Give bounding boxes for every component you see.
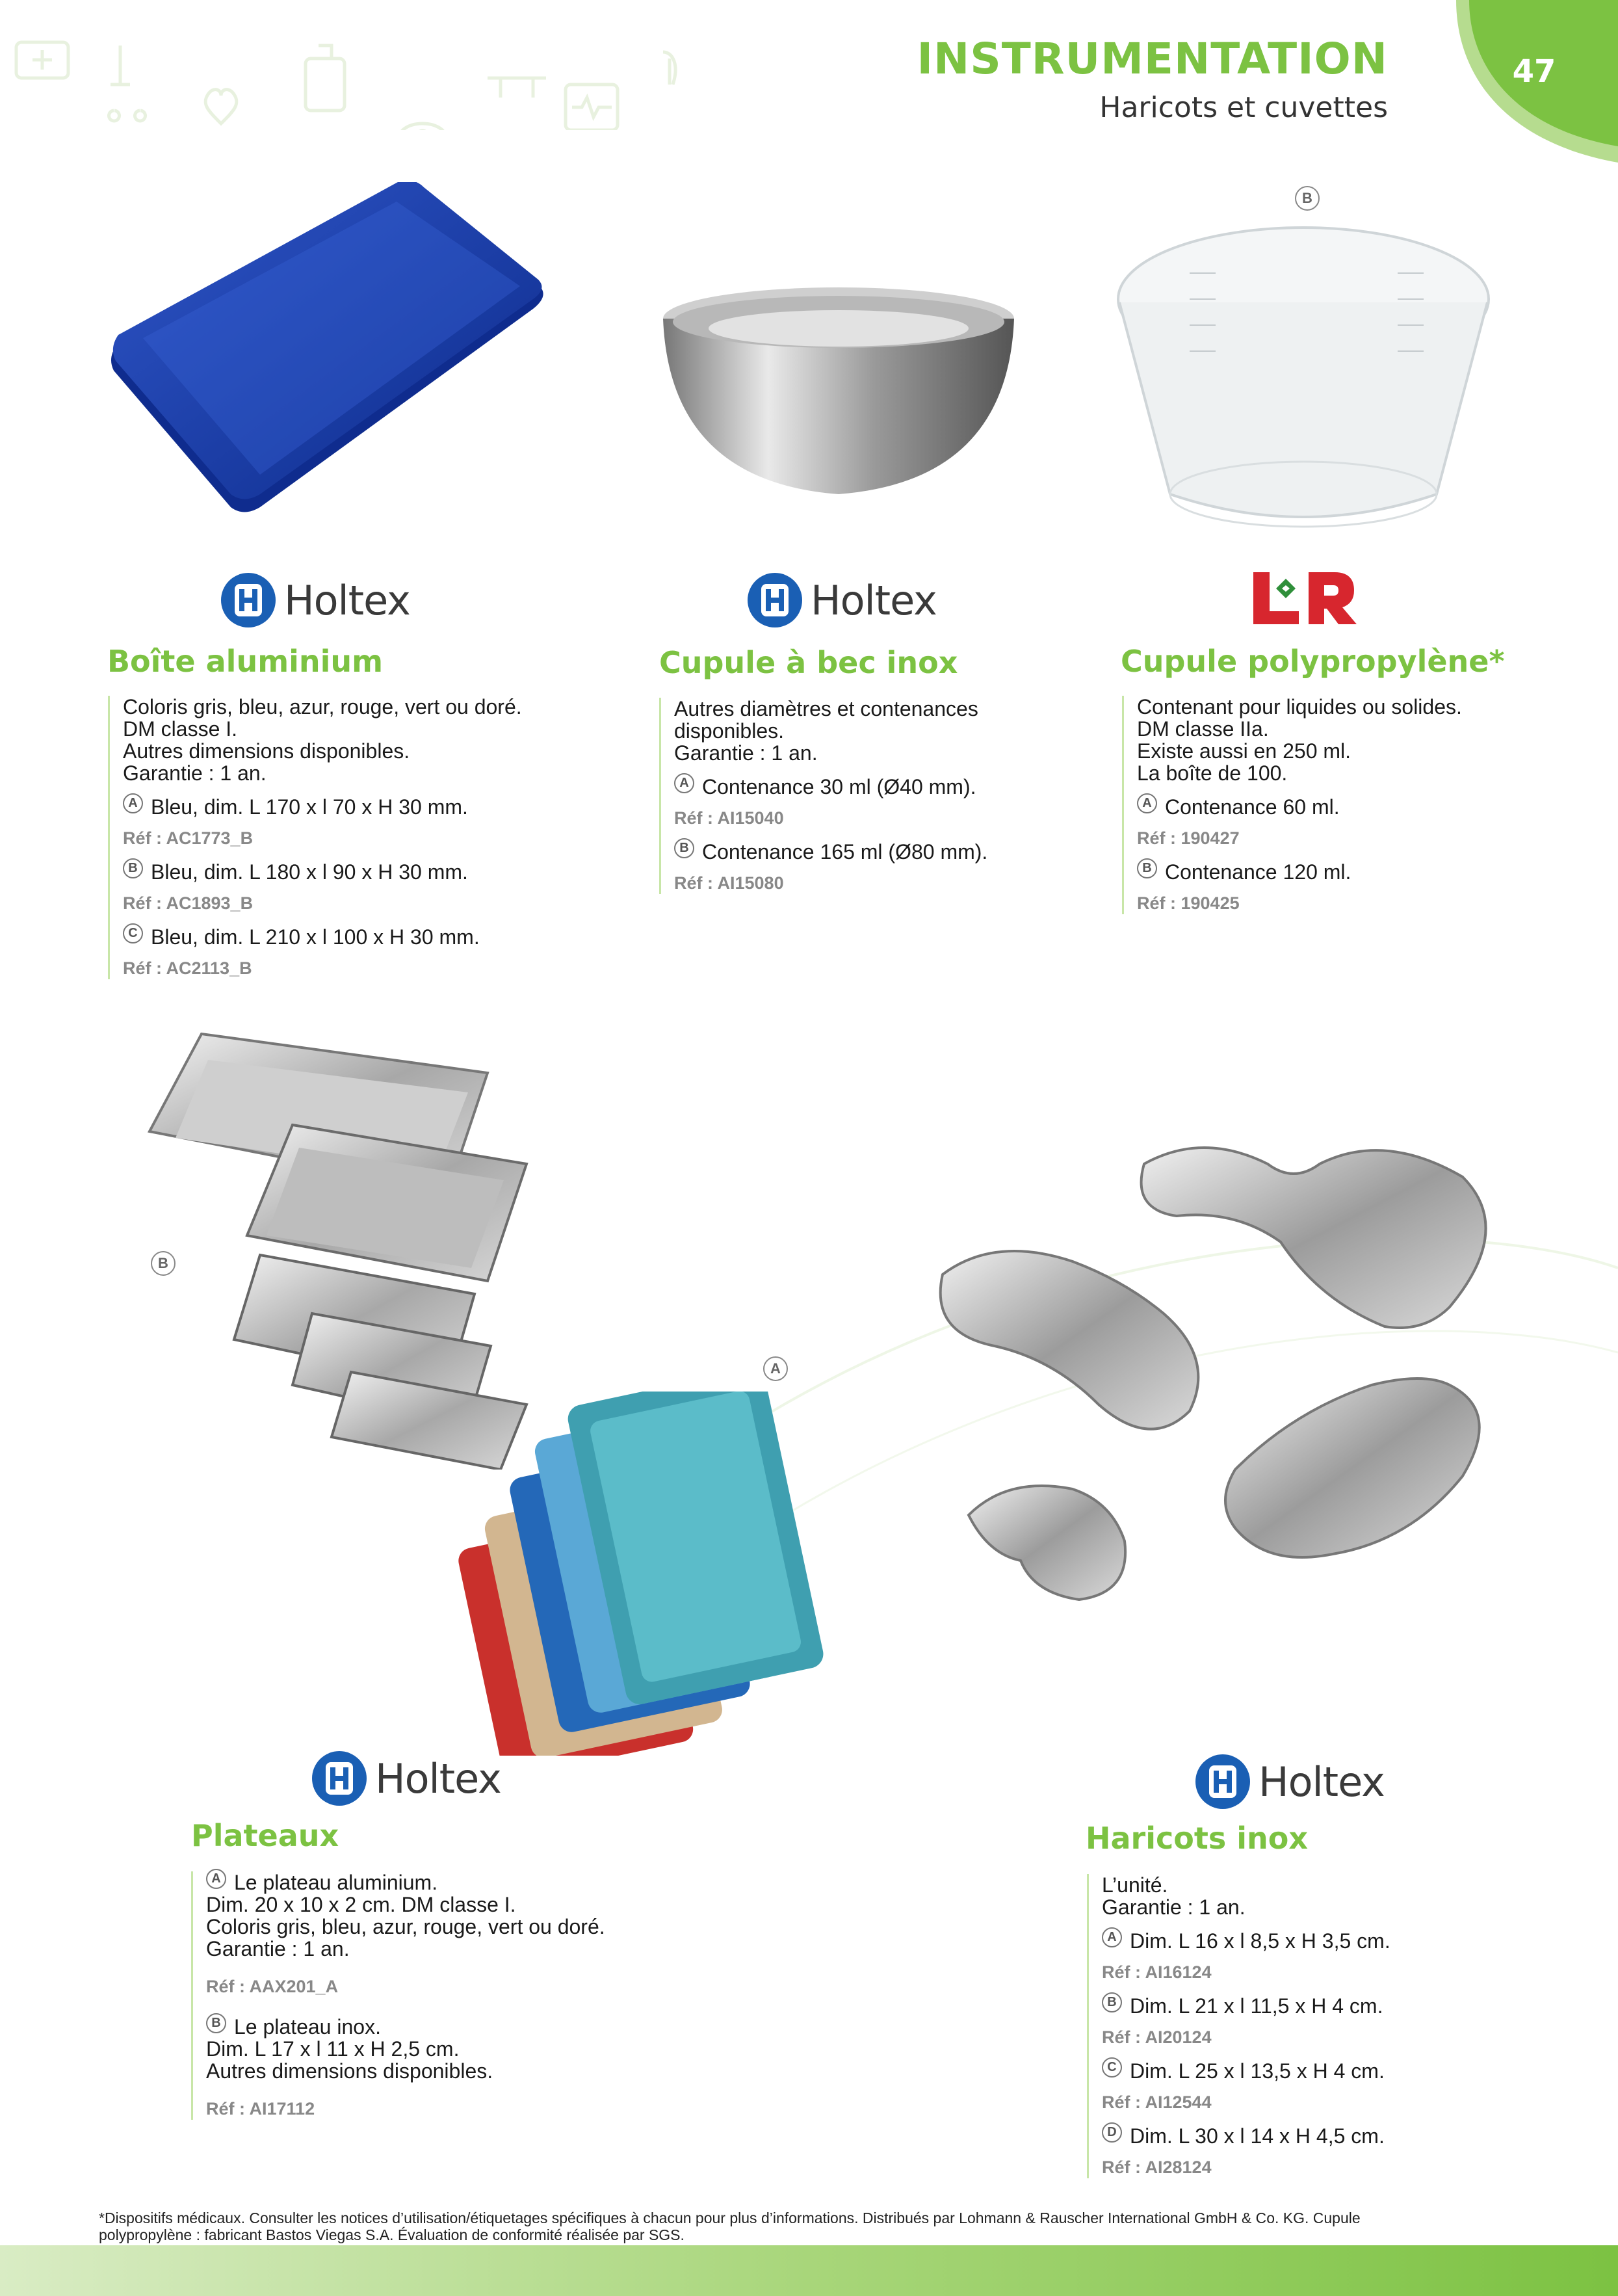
intro-line: DM classe IIa. (1137, 717, 1269, 741)
variant-badge: A (674, 773, 694, 793)
brand-name: Holtex (284, 576, 410, 624)
page-number: 47 (1512, 53, 1556, 90)
holtex-logo (219, 571, 410, 629)
haricots-inox-image (930, 1138, 1528, 1632)
intro-line: Garantie : 1 an. (1102, 1895, 1246, 1919)
variant-badge: B (123, 858, 143, 878)
intro-line: Garantie : 1 an. (674, 741, 818, 765)
product-description-boite-aluminium (108, 696, 526, 979)
variant-text: Dim. L 21 x l 11,5 x H 4 cm. (1130, 1994, 1383, 2018)
holtex-mark-icon (219, 571, 278, 629)
intro-line: Garantie : 1 an. (123, 761, 267, 785)
variant-line (1102, 1995, 1505, 2017)
variant-text: Bleu, dim. L 180 x l 90 x H 30 mm. (151, 860, 468, 884)
intro-line: Autres diamètres et contenances (674, 697, 978, 720)
intro-line: L’unité. (1102, 1873, 1168, 1897)
reference-code: Réf : AI17112 (206, 2099, 315, 2118)
image-label-plateau-alu: A (763, 1356, 788, 1381)
product-title-plateaux: Plateaux (191, 1818, 339, 1853)
variant-badge: A (1137, 793, 1157, 813)
variant-line (674, 776, 1051, 798)
product-title-boite-aluminium: Boîte aluminium (107, 644, 384, 679)
variant-text: Bleu, dim. L 170 x l 70 x H 30 mm. (151, 795, 468, 819)
product-description-haricots-inox (1087, 1874, 1505, 2178)
variant-badge: A (206, 1869, 226, 1889)
variant-badge: B (674, 838, 694, 858)
section-subtitle: Haricots et cuvettes (1099, 91, 1388, 124)
variant-text: Contenance 120 ml. (1165, 860, 1351, 884)
reference-code: Réf : AI16124 (1102, 1962, 1212, 1982)
intro-line: La boîte de 100. (1137, 761, 1288, 785)
variant-badge: B (1102, 1992, 1122, 2012)
intro-line: Coloris gris, bleu, azur, rouge, vert ou doré. (123, 695, 522, 719)
reference-code: Réf : AC1773_B (123, 828, 254, 848)
cupule-polypropylene-image (1112, 221, 1495, 540)
intro-line: DM classe I. (123, 717, 238, 741)
plateaux-aluminium-image (455, 1392, 871, 1756)
holtex-logo (1194, 1752, 1385, 1811)
variant-line (1102, 2125, 1505, 2147)
reference-code: Réf : AI15080 (674, 873, 784, 893)
intro-line: Contenant pour liquides ou solides. (1137, 695, 1462, 719)
variant-text: Dim. L 25 x l 13,5 x H 4 cm. (1130, 2059, 1385, 2083)
product-title-haricots-inox: Haricots inox (1086, 1821, 1309, 1856)
boite-aluminium-image (104, 182, 553, 520)
footer-bar (0, 2245, 1618, 2296)
brand-name: Holtex (811, 576, 937, 624)
product-title-cupule-inox: Cupule à bec inox (659, 645, 958, 680)
variant-line (1137, 861, 1527, 883)
brand-name: Holtex (375, 1754, 501, 1802)
variant-badge: C (123, 923, 143, 943)
footnote-line: *Dispositifs médicaux. Consulter les notices d’utilisation/étiquetages spécifiques à chacun pour plus d’informations. Distribués par Lohmann & Rauscher International GmbH & Co. KG. Cupule (99, 2210, 1361, 2226)
intro-line: disponibles. (674, 719, 784, 743)
brand-name: Holtex (1259, 1758, 1385, 1806)
product-title-cupule-polypropylene: Cupule polypropylène* (1121, 644, 1505, 679)
reference-code: Réf : AI28124 (1102, 2157, 1212, 2177)
variant-detail: Autres dimensions disponibles. (206, 2059, 493, 2083)
image-label-plateau-inox: B (151, 1251, 176, 1276)
intro-line: Autres dimensions disponibles. (123, 739, 410, 763)
variant-text: Dim. L 16 x l 8,5 x H 3,5 cm. (1130, 1929, 1390, 1953)
reference-code: Réf : AI20124 (1102, 2027, 1212, 2047)
reference-code: Réf : AAX201_A (206, 1977, 339, 1996)
variant-line (206, 2016, 674, 2038)
variant-detail: Garantie : 1 an. (206, 1937, 350, 1960)
variant-badge: A (123, 793, 143, 813)
cupule-inox-image (657, 286, 1021, 501)
lr-logo (1247, 566, 1357, 631)
holtex-mark-icon (310, 1749, 369, 1808)
holtex-logo (746, 571, 937, 629)
product-description-cupule-inox (659, 698, 1051, 894)
intro-line: Existe aussi en 250 ml. (1137, 739, 1351, 763)
reference-code: Réf : AI12544 (1102, 2092, 1212, 2112)
holtex-mark-icon (746, 571, 804, 629)
variant-text: Contenance 30 ml (Ø40 mm). (702, 775, 976, 798)
variant-badge: A (1102, 1927, 1122, 1947)
reference-code: Réf : 190425 (1137, 893, 1240, 913)
holtex-mark-icon (1194, 1752, 1252, 1811)
variant-text: Dim. L 30 x l 14 x H 4,5 cm. (1130, 2124, 1385, 2148)
variant-line (674, 841, 1051, 863)
variant-badge: D (1102, 2122, 1122, 2143)
variant-text: Bleu, dim. L 210 x l 100 x H 30 mm. (151, 925, 480, 949)
reference-code: Réf : AC2113_B (123, 958, 252, 978)
variant-detail: Coloris gris, bleu, azur, rouge, vert ou doré. (206, 1915, 605, 1938)
variant-line (1137, 796, 1527, 818)
holtex-logo (310, 1749, 501, 1808)
reference-code: Réf : 190427 (1137, 828, 1240, 848)
section-title: INSTRUMENTATION (917, 34, 1388, 84)
variant-line (1102, 1930, 1505, 1952)
variant-badge: B (1137, 858, 1157, 878)
variant-detail: Dim. 20 x 10 x 2 cm. DM classe I. (206, 1893, 516, 1916)
variant-line (123, 796, 526, 818)
variant-text: Le plateau aluminium. (234, 1871, 438, 1894)
footnote (99, 2210, 1490, 2243)
reference-code: Réf : AC1893_B (123, 893, 254, 913)
reference-code: Réf : AI15040 (674, 808, 784, 828)
medical-icons-decoration (7, 20, 696, 130)
variant-line (123, 926, 526, 948)
variant-line (123, 861, 526, 883)
variant-text: Le plateau inox. (234, 2015, 381, 2039)
product-description-cupule-polypropylene (1122, 696, 1527, 914)
footnote-line: polypropylène : fabricant Bastos Viegas S.A. Évaluation de conformité réalisée par SGS. (99, 2226, 685, 2243)
variant-detail: Dim. L 17 x l 11 x H 2,5 cm. (206, 2037, 460, 2061)
image-label-cupule-pp: B (1295, 186, 1320, 211)
variant-badge: B (206, 2013, 226, 2033)
variant-text: Contenance 60 ml. (1165, 795, 1340, 819)
product-description-plateaux (191, 1871, 674, 2120)
variant-line (1102, 2060, 1505, 2082)
variant-badge: C (1102, 2057, 1122, 2078)
variant-text: Contenance 165 ml (Ø80 mm). (702, 840, 988, 864)
variant-line (206, 1871, 674, 1894)
